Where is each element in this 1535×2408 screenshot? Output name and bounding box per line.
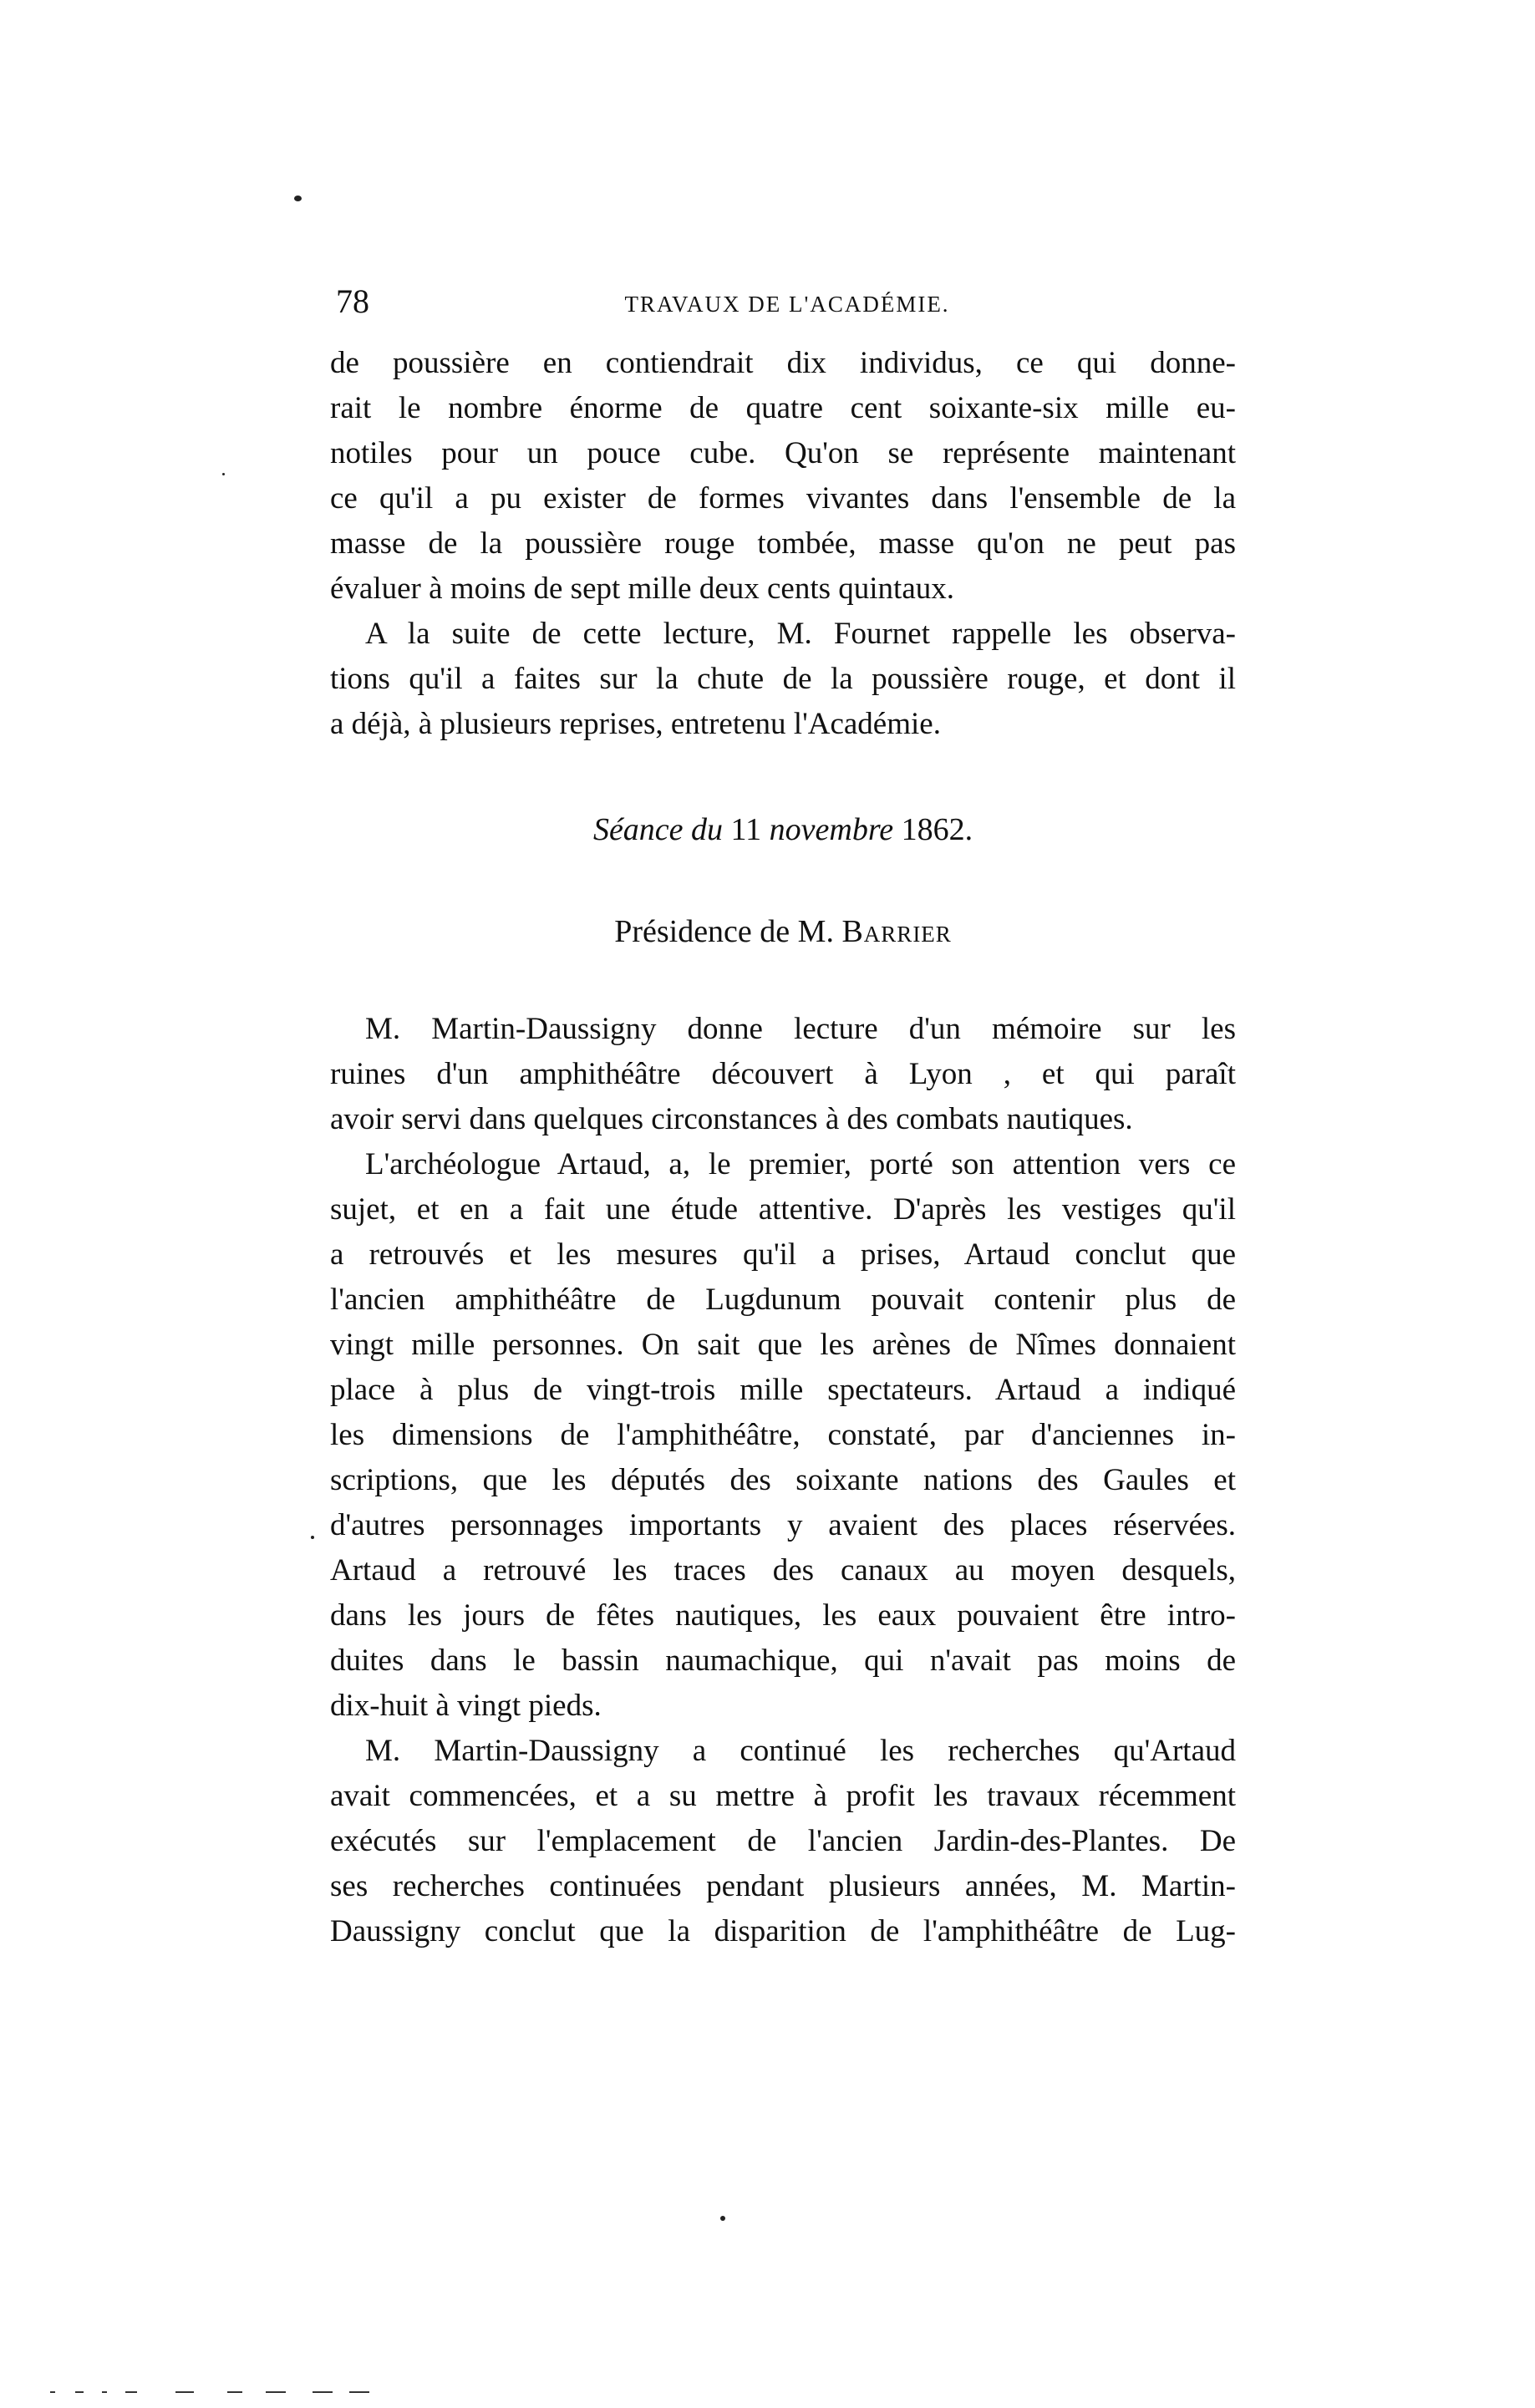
text-line: ses recherches continuées pendant plusieurs années, M. Martin- xyxy=(330,1869,1236,1903)
page-number: 78 xyxy=(336,282,369,320)
text-line: d'autres personnages importants y avaient des places réservées. xyxy=(330,1508,1236,1542)
text-block-previous-session xyxy=(330,341,1236,747)
scan-speck xyxy=(720,2216,725,2221)
text-line: A la suite de cette lecture, M. Fournet rappelle les observa- xyxy=(365,617,1236,651)
text-line: Daussigny conclut que la disparition de l'amphithéâtre de Lug- xyxy=(330,1914,1236,1948)
text-line: l'ancien amphithéâtre de Lugdunum pouvait contenir plus de xyxy=(330,1283,1236,1317)
text-line: dans les jours de fêtes nautiques, les eaux pouvaient être intro- xyxy=(330,1598,1236,1633)
text-line: exécutés sur l'emplacement de l'ancien Jardin-des-Plantes. De xyxy=(330,1824,1236,1858)
text-line: place à plus de vingt-trois mille spectateurs. Artaud a indiqué xyxy=(330,1373,1236,1407)
text-line: Artaud a retrouvé les traces des canaux au moyen desquels, xyxy=(330,1553,1236,1588)
text-block-session-1862 xyxy=(330,1007,1236,1954)
scan-speck xyxy=(311,1536,314,1539)
text-line: masse de la poussière rouge tombée, masse qu'on ne peut pas xyxy=(330,526,1236,561)
text-line: a retrouvés et les mesures qu'il a prises, Artaud conclut que xyxy=(330,1237,1236,1272)
presidency-heading xyxy=(330,911,1236,953)
session-year: 1862. xyxy=(901,812,973,847)
running-header-title: TRAVAUX DE L'ACADÉMIE. xyxy=(624,292,950,317)
text-line: avoir servi dans quelques circonstances à des combats nautiques. xyxy=(330,1102,1133,1136)
scan-speck xyxy=(222,473,225,475)
session-month: novembre xyxy=(769,812,894,847)
session-date-heading xyxy=(330,809,1236,851)
text-line: sujet, et en a fait une étude attentive. D'après les vestiges qu'il xyxy=(330,1192,1236,1227)
running-header xyxy=(336,282,1238,321)
text-line: tions qu'il a faites sur la chute de la poussière rouge, et dont il xyxy=(330,662,1236,696)
text-line: les dimensions de l'amphithéâtre, constaté, par d'anciennes in- xyxy=(330,1418,1236,1452)
session-label: Séance du xyxy=(592,812,724,847)
scan-speck xyxy=(294,196,302,201)
text-line: de poussière en contiendrait dix individus, ce qui donne- xyxy=(330,346,1236,380)
text-line: évaluer à moins de sept mille deux cents quintaux. xyxy=(330,572,954,606)
text-line: a déjà, à plusieurs reprises, entretenu l'Académie. xyxy=(330,707,941,741)
text-line: dix-huit à vingt pieds. xyxy=(330,1689,602,1723)
text-line: M. Martin-Daussigny donne lecture d'un mémoire sur les xyxy=(365,1012,1236,1046)
text-line: M. Martin-Daussigny a continué les recherches qu'Artaud xyxy=(365,1734,1236,1768)
text-line: avait commencées, et a su mettre à profit les travaux récemment xyxy=(330,1779,1236,1813)
session-day: 11 xyxy=(730,812,762,847)
text-line: duites dans le bassin naumachique, qui n'avait pas moins de xyxy=(330,1643,1236,1678)
president-name: Barrier xyxy=(841,914,952,949)
text-line: ce qu'il a pu exister de formes vivantes dans l'ensemble de la xyxy=(330,481,1236,516)
text-line: L'archéologue Artaud, a, le premier, porté son attention vers ce xyxy=(365,1147,1236,1181)
text-line: scriptions, que les députés des soixante nations des Gaules et xyxy=(330,1463,1236,1497)
text-line: vingt mille personnes. On sait que les arènes de Nîmes donnaient xyxy=(330,1328,1236,1362)
presidency-prefix: Présidence de M. xyxy=(614,914,834,949)
text-line: notiles pour un pouce cube. Qu'on se représente maintenant xyxy=(330,436,1236,470)
text-line: ruines d'un amphithéâtre découvert à Lyon , et qui paraît xyxy=(330,1057,1236,1091)
text-line: rait le nombre énorme de quatre cent soixante-six mille eu- xyxy=(330,391,1236,425)
scan-edge-marks xyxy=(50,2391,368,2395)
